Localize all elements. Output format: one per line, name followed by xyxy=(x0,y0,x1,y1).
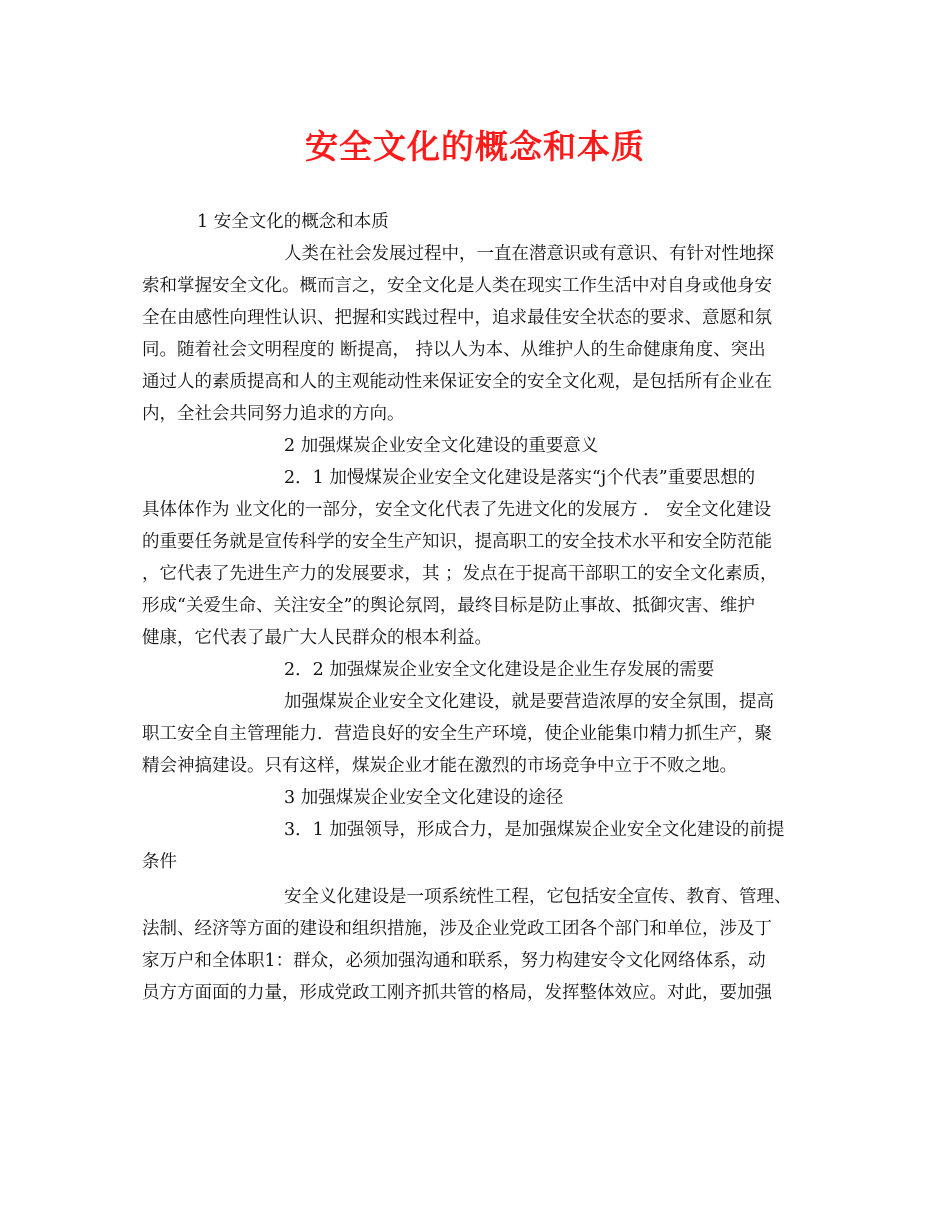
section-heading-2: 2 加强煤炭企业安全文化建设的重要意义 xyxy=(284,436,599,456)
paragraph-line: 加强煤炭企业安全文化建设，就是要营造浓厚的安全氛围，提高 xyxy=(284,692,774,712)
subsection-heading-3-1: 3．1 加强领导，形成合力，是加强煤炭企业安全文化建设的前提 xyxy=(284,820,785,840)
paragraph-line: 索和掌握安全文化。概而言之，安全文化是人类在现实工作生活中对自身或他身安 xyxy=(142,276,772,296)
paragraph-line: 全在由感性向理性认识、把握和实践过程中，追求最佳安全状态的要求、意愿和氛 xyxy=(142,308,772,328)
document-title: 安全文化的概念和本质 xyxy=(305,127,645,166)
paragraph-line: 职工安全自主管理能力．营造良好的安全生产环境，使企业能集巾精力抓生产，聚 xyxy=(142,724,772,744)
paragraph-line: 具体体作为 业文化的一部分，安全文化代表了先进文化的发展方 ． 安全文化建设 xyxy=(142,500,772,520)
paragraph-line: 形成“关爱生命、关注安全”的舆论氛罔，最终目标是防止事故、抵御灾害、维护 xyxy=(142,596,755,616)
subsection-heading-2-2: 2．2 加强煤炭企业安全文化建设是企业生存发展的需要 xyxy=(284,660,715,680)
paragraph-line: 员方方面面的力量，形成党政工刚齐抓共管的格局，发挥整体效应。对此，要加强 xyxy=(142,983,772,1003)
paragraph-line: 的重要任务就是宣传科学的安全生产知识，提高职工的安全技术水平和安全防范能 xyxy=(142,532,772,552)
paragraph-line: 同。随着社会文明程度的 断提高， 持以人为本、从维护人的生命健康角度、突出 xyxy=(142,340,766,360)
paragraph-line: ，它代表了先进生产力的发展要求，其 ；发点在于捉高干部职工的安全文化素质， xyxy=(142,564,778,584)
paragraph-line: 通过人的素质提高和人的主观能动性来保证安全的安全文化观，是包括所有企业在 xyxy=(142,372,772,392)
section-heading-3: 3 加强煤炭企业安全文化建设的途径 xyxy=(284,788,564,808)
paragraph-line: 家万户和全体职1：群众，必须加强沟通和联系，努力构建安令文化网络体系，动 xyxy=(142,951,766,971)
paragraph-line: 法制、经济等方面的建设和组织措施，涉及企业党政工团各个部门和单位，涉及丁 xyxy=(142,919,772,939)
section-heading-1: 1 安全文化的概念和本质 xyxy=(197,212,389,232)
paragraph-line: 条件 xyxy=(142,852,177,872)
paragraph-line: 精会神搞建设。只有这样，煤炭企业才能在激烈的市场竞争中立于不败之地。 xyxy=(142,756,737,776)
paragraph-line: 人类在社会发展过程中，一直在潜意识或有意识、有针对性地探 xyxy=(284,244,774,264)
subsection-heading-2-1: 2．1 加慢煤炭企业安全文化建设是落实“j个代表”重要思想的 xyxy=(284,468,756,488)
paragraph-line: 内，全社会共同努力追求的方向。 xyxy=(142,404,405,424)
paragraph-line: 健康，它代表了最广大人民群众的根本利益。 xyxy=(142,628,492,648)
paragraph-line: 安全义化建设是一项系统性工程，它包括安全宣传、教育、管理、 xyxy=(284,887,792,907)
document-body xyxy=(142,206,822,1009)
